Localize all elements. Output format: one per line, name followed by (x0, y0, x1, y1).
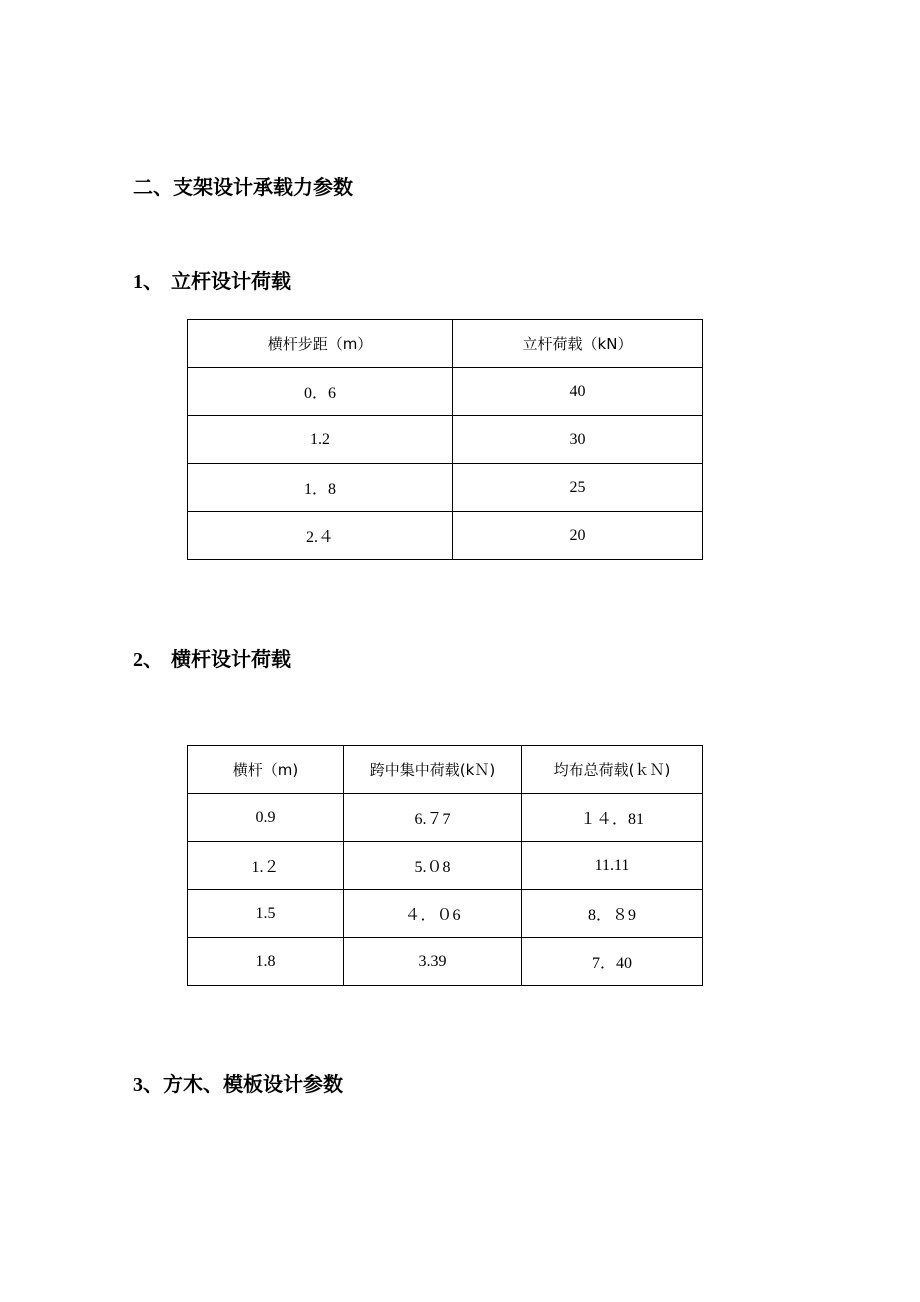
table-cell: １４．81 (522, 794, 703, 842)
subsection-3-title (133, 1071, 343, 1098)
table-cell: 30 (453, 416, 703, 464)
table-row (188, 842, 703, 890)
table-cell: 0.9 (188, 794, 344, 842)
table-header-row (188, 320, 703, 368)
table-row (188, 512, 703, 560)
subsection-3-number: 3、 (133, 1074, 163, 1096)
subsection-2-title (133, 646, 291, 673)
table-cell: 3.39 (344, 938, 522, 986)
header-cell: 立杆荷载（kN） (453, 320, 703, 368)
table-row (188, 938, 703, 986)
table-cell: 1.5 (188, 890, 344, 938)
subsection-1-number: 1、 (133, 271, 163, 293)
table-cell: 2.４ (188, 512, 453, 560)
header-cell: 横杆步距（m） (188, 320, 453, 368)
subsection-1-text: 立杆设计荷载 (171, 269, 291, 293)
horizontal-bar-load-table (187, 745, 703, 986)
table-cell: 1.8 (188, 938, 344, 986)
table-row (188, 464, 703, 512)
subsection-2-number: 2、 (133, 649, 163, 671)
header-cell: 均布总荷载(ｋＮ) (522, 746, 703, 794)
table-cell: 7．40 (522, 938, 703, 986)
section-title: 二、支架设计承载力参数 (133, 175, 353, 199)
table-cell: 5.０8 (344, 842, 522, 890)
table-cell: 1.２ (188, 842, 344, 890)
table-cell: 40 (453, 368, 703, 416)
subsection-1-title (133, 268, 291, 295)
subsection-3-text: 方木、模板设计参数 (163, 1072, 343, 1096)
table-cell: 1.2 (188, 416, 453, 464)
table-cell: 11.11 (522, 842, 703, 890)
table-row (188, 890, 703, 938)
table-header-row (188, 746, 703, 794)
table-cell: 0．6 (188, 368, 453, 416)
table-cell: ４．０6 (344, 890, 522, 938)
table-cell: 8．８9 (522, 890, 703, 938)
table-cell: 1．8 (188, 464, 453, 512)
table-row (188, 794, 703, 842)
table-cell: 25 (453, 464, 703, 512)
header-cell: 横杆（m) (188, 746, 344, 794)
vertical-pole-load-table (187, 319, 703, 560)
table-cell: 6.７7 (344, 794, 522, 842)
table-row (188, 416, 703, 464)
table-cell: 20 (453, 512, 703, 560)
subsection-2-text: 横杆设计荷载 (171, 647, 291, 671)
header-cell: 跨中集中荷载(kＮ) (344, 746, 522, 794)
table-row (188, 368, 703, 416)
